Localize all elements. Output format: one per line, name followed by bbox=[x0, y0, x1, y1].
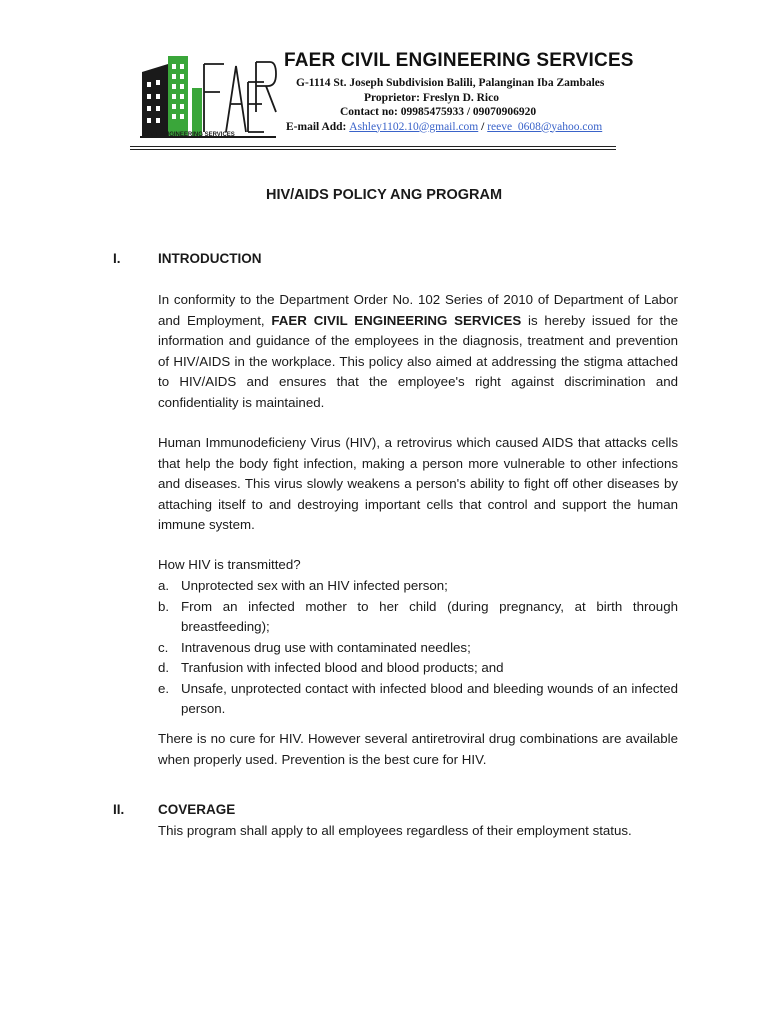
intro-paragraph-1 bbox=[158, 290, 678, 413]
document-title: HIV/AIDS POLICY ANG PROGRAM bbox=[265, 187, 503, 203]
section-1-number: I. bbox=[113, 251, 121, 266]
letterhead bbox=[118, 40, 634, 148]
section-1-title: INTRODUCTION bbox=[158, 251, 262, 266]
list-item bbox=[158, 658, 678, 679]
company-email bbox=[286, 120, 620, 135]
logo-subtext: CIVIL ENGINEERING SERVICES bbox=[144, 132, 235, 138]
list-marker: e. bbox=[158, 680, 170, 696]
email-link-1[interactable]: Ashley1102.10@gmail.com bbox=[349, 120, 479, 133]
company-info bbox=[280, 50, 634, 134]
section-2-title: COVERAGE bbox=[158, 802, 236, 817]
intro-paragraph-3: There is no cure for HIV. However several antiretroviral drug combinations are available when properly used. Prevention is the best cure for HIV. bbox=[158, 731, 678, 767]
company-contact: Contact no: 09985475933 / 09070906920 bbox=[340, 106, 537, 118]
list-item bbox=[158, 638, 678, 659]
list-item bbox=[158, 679, 678, 720]
letterhead-divider-thin bbox=[130, 149, 616, 150]
transmission-heading: How HIV is transmitted? bbox=[158, 557, 301, 572]
company-name-inline: FAER CIVIL ENGINEERING SERVICES bbox=[271, 312, 522, 328]
intro-text-before: In conformity to the Department Order No. 102 Series of 2010 of Department of Labor and Employment, bbox=[158, 292, 678, 328]
list-marker: c. bbox=[158, 639, 169, 655]
section-2-number: II. bbox=[113, 802, 125, 817]
list-item-text: Unsafe, unprotected contact with infected blood and bleeding wounds of an infected person. bbox=[181, 680, 678, 716]
email-separator: / bbox=[481, 120, 485, 133]
company-proprietor: Proprietor: Freslyn D. Rico bbox=[364, 91, 499, 104]
list-item-text: Unprotected sex with an HIV infected person; bbox=[181, 578, 448, 593]
company-name: FAER CIVIL ENGINEERING SERVICES bbox=[284, 50, 634, 71]
intro-text-after: is hereby issued for the information and guidance of the employees in the diagnosis, treatment and prevention of HIV/AIDS in the workplace. This policy also aimed at addressing the stigma attached to HIV/AIDS and ensures that the employee's right against discrimination and confidentiality is maintained. bbox=[158, 312, 678, 410]
email-link-2[interactable]: reeve_0608@yahoo.com bbox=[487, 120, 603, 133]
list-item bbox=[158, 597, 678, 638]
list-marker: b. bbox=[158, 598, 170, 614]
list-item-text: Tranfusion with infected blood and blood products; and bbox=[181, 660, 504, 675]
email-label: E-mail Add: bbox=[286, 120, 347, 133]
list-item bbox=[158, 576, 678, 597]
company-logo bbox=[138, 52, 278, 142]
coverage-text: This program shall apply to all employees regardless of their employment status. bbox=[158, 823, 632, 838]
letterhead-divider bbox=[130, 146, 616, 147]
intro-paragraph-2: Human Immunodeficieny Virus (HIV), a retrovirus which caused AIDS that attacks cells that help the body fight infection, making a person more vulnerable to other infections and diseases. This virus slowly weakens a person's ability to fight off other diseases by attaching itself to and destroying important cells that control and support the human immune system. bbox=[158, 435, 678, 532]
list-marker: d. bbox=[158, 660, 170, 675]
list-item-text: Intravenous drug use with contaminated needles; bbox=[181, 639, 471, 655]
list-marker: a. bbox=[158, 578, 170, 593]
list-item-text: From an infected mother to her child (during pregnancy, at birth through breastfeeding); bbox=[181, 598, 678, 634]
transmission-list bbox=[158, 576, 678, 720]
company-address: G-1114 St. Joseph Subdivision Balili, Palanginan Iba Zambales bbox=[296, 77, 605, 89]
civil-engineering-building-logo-icon bbox=[138, 52, 278, 142]
